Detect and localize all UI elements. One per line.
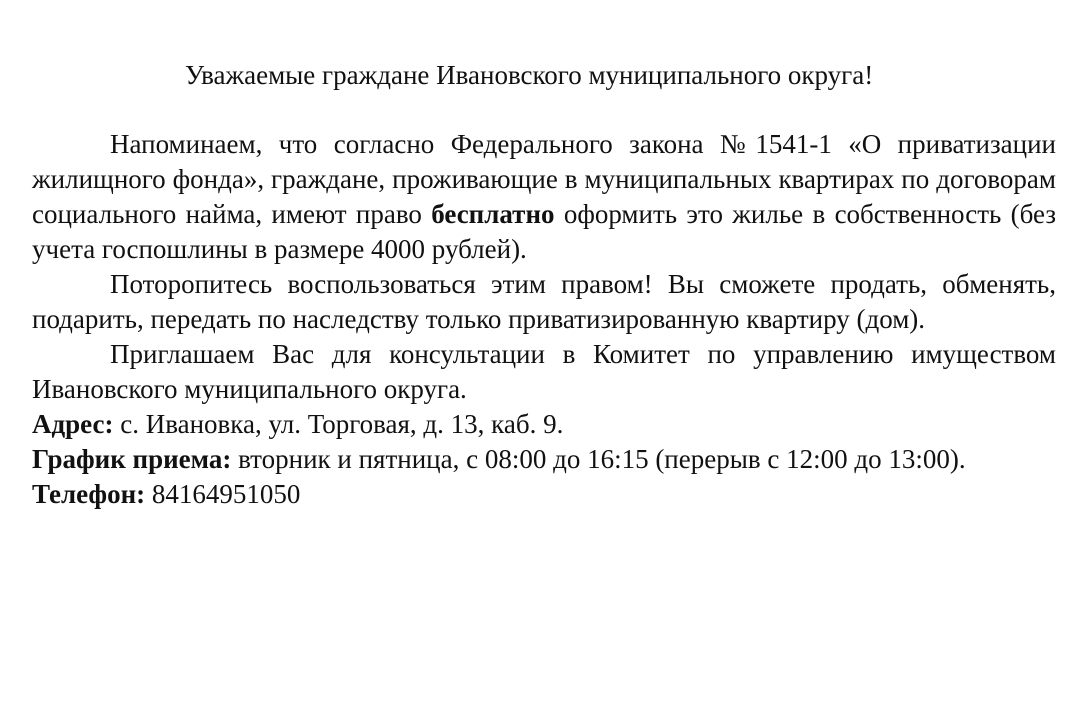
phone-value: 84164951050 xyxy=(145,479,301,509)
schedule-line xyxy=(32,442,1056,477)
phone-line xyxy=(32,477,1056,512)
paragraph-invitation: Приглашаем Вас для консультации в Комитет по управлению имуществом Ивановского муниципального округа. xyxy=(32,339,1056,404)
notice-title: Уважаемые граждане Ивановского муниципального округа! xyxy=(185,60,874,90)
schedule-value: вторник и пятница, с 08:00 до 16:15 (перерыв с 12:00 до 13:00). xyxy=(231,444,966,474)
paragraph1-text-start: Напоминаем, что согласно Федерального закона №1541-1 «О приватизации жилищного фонда», граждане, проживающие в муниципальных квартирах по договорам социального найма, имеют право xyxy=(32,129,1056,229)
paragraph-privatization-reminder xyxy=(32,127,1056,267)
paragraph1-text-end: оформить это жилье в собственность (без учета госпошлины в размере 4000 рублей). xyxy=(32,199,1056,264)
address-line xyxy=(32,407,1056,442)
paragraph-hurry: Поторопитесь воспользоваться этим правом! Вы сможете продать, обменять, подарить, передать по наследству только приватизированную квартиру (дом). xyxy=(32,269,1056,334)
schedule-label: График приема: xyxy=(32,444,232,474)
notice-document xyxy=(32,58,1056,512)
free-emphasis: бесплатно xyxy=(431,199,555,229)
address-label: Адрес: xyxy=(32,409,114,439)
phone-label: Телефон: xyxy=(32,479,146,509)
address-value: с. Ивановка, ул. Торговая, д. 13, каб. 9. xyxy=(113,409,564,439)
